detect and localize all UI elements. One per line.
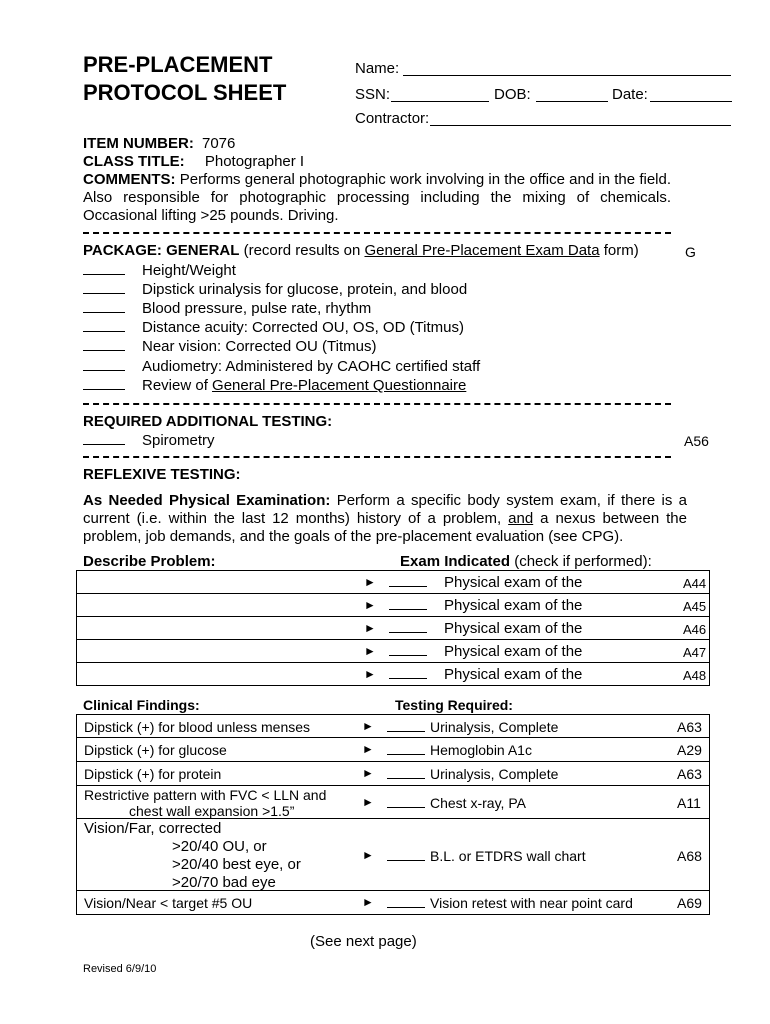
- ssn-field[interactable]: [391, 101, 489, 102]
- exam-row: ► Physical exam of the A48: [77, 663, 710, 686]
- class-title: [83, 153, 304, 170]
- as-needed-label: As Needed Physical Examination:: [83, 492, 331, 509]
- required-heading: REQUIRED ADDITIONAL TESTING:: [83, 413, 333, 430]
- clinical-row: Dipstick (+) for blood unless menses ► Urinalysis, Complete A63: [77, 715, 710, 738]
- package-item[interactable]: Blood pressure, pulse rate, rhythm: [83, 300, 371, 317]
- exam-indicated-heading: Exam Indicated (check if performed):: [400, 553, 652, 570]
- as-needed-text: As Needed Physical Examination: Perform a specific body system exam, if there is a current (i.e. within the last 12 months) history of a problem, and a nexus between the problem, job demands, and the goals of the pre-placement evaluation (see CPG).: [83, 492, 688, 545]
- contractor-label: Contractor:: [355, 110, 430, 127]
- required-code: A56: [684, 433, 709, 449]
- package-record-pre: (record results on: [243, 242, 361, 259]
- item-number: [83, 135, 235, 152]
- ssn-label: SSN:: [355, 86, 391, 103]
- revised-date: Revised 6/9/10: [83, 963, 157, 975]
- test-checkbox[interactable]: [387, 766, 425, 782]
- required-item[interactable]: Spirometry: [83, 432, 215, 449]
- clinical-row: Restrictive pattern with FVC < LLN and chest wall expansion >1.5” ► Chest x-ray, PA A11: [77, 786, 710, 819]
- package-name: GENERAL: [166, 242, 240, 259]
- divider: [83, 232, 671, 234]
- test-checkbox[interactable]: [387, 742, 425, 758]
- package-item-review[interactable]: Review of General Pre-Placement Questionnaire: [83, 377, 466, 394]
- item-number-label: ITEM NUMBER:: [83, 135, 194, 152]
- test-checkbox[interactable]: [387, 795, 425, 811]
- title-line-2: PROTOCOL SHEET: [83, 80, 287, 105]
- divider: [83, 403, 671, 405]
- package-heading: [83, 242, 639, 259]
- dob-label: DOB:: [494, 86, 531, 103]
- package-item[interactable]: Height/Weight: [83, 262, 236, 279]
- divider: [83, 456, 671, 458]
- class-title-value: Photographer I: [204, 153, 305, 170]
- package-item[interactable]: Audiometry: Administered by CAOHC certified staff: [83, 358, 480, 375]
- clinical-row: Dipstick (+) for protein ► Urinalysis, Complete A63: [77, 762, 710, 786]
- exam-row: ► Physical exam of the A46: [77, 617, 710, 640]
- testing-required-label: Testing Required:: [395, 697, 513, 713]
- package-record-post: form): [603, 242, 639, 259]
- exam-checkbox[interactable]: [389, 574, 427, 591]
- exam-table: [76, 570, 710, 686]
- reflexive-heading: REFLEXIVE TESTING:: [83, 466, 241, 483]
- clinical-row: Dipstick (+) for glucose ► Hemoglobin A1c A29: [77, 738, 710, 762]
- name-label: Name:: [355, 60, 400, 77]
- package-record-link[interactable]: General Pre-Placement Exam Data: [364, 242, 600, 259]
- package-code: G: [685, 244, 696, 260]
- exam-row: ► Physical exam of the A44: [77, 571, 710, 594]
- dob-field[interactable]: [536, 101, 608, 102]
- exam-checkbox[interactable]: [389, 620, 427, 637]
- clinical-table: [76, 714, 710, 915]
- see-next-page: (See next page): [310, 933, 417, 950]
- package-item[interactable]: Dipstick urinalysis for glucose, protein, and blood: [83, 281, 467, 298]
- date-label: Date:: [612, 86, 648, 103]
- test-checkbox[interactable]: [387, 719, 425, 735]
- class-title-label: CLASS TITLE:: [83, 153, 185, 170]
- exam-checkbox[interactable]: [389, 643, 427, 660]
- clinical-findings-label: Clinical Findings:: [83, 697, 200, 713]
- date-field[interactable]: [650, 101, 732, 102]
- package-label: PACKAGE:: [83, 242, 162, 259]
- exam-checkbox[interactable]: [389, 666, 427, 683]
- comments-text: Performs general photographic work involving in the office and in the field. Also responsible for photographic processing including the mixing of chemicals. Occasional lifting >25 pounds. Driving.: [83, 171, 672, 224]
- describe-problem-label: Describe Problem:: [83, 553, 216, 570]
- comments-label: COMMENTS:: [83, 171, 176, 188]
- item-number-value: 7076: [202, 135, 236, 152]
- test-checkbox[interactable]: [387, 895, 425, 911]
- contractor-field[interactable]: [430, 125, 731, 126]
- package-item[interactable]: Distance acuity: Corrected OU, OS, OD (Titmus): [83, 319, 464, 336]
- name-field[interactable]: [403, 75, 731, 76]
- title-line-1: PRE-PLACEMENT: [83, 52, 273, 77]
- exam-row: ► Physical exam of the A45: [77, 594, 710, 617]
- clinical-row: Vision/Near < target #5 OU ► Vision retest with near point card A69: [77, 891, 710, 915]
- comments: [83, 171, 671, 225]
- exam-row: ► Physical exam of the A47: [77, 640, 710, 663]
- package-item[interactable]: Near vision: Corrected OU (Titmus): [83, 338, 377, 355]
- exam-checkbox[interactable]: [389, 597, 427, 614]
- test-checkbox[interactable]: [387, 848, 425, 864]
- clinical-row: Vision/Far, corrected >20/40 OU, or >20/40 best eye, or >20/70 bad eye ► B.L. or ETDRS wall chart A68: [77, 819, 710, 891]
